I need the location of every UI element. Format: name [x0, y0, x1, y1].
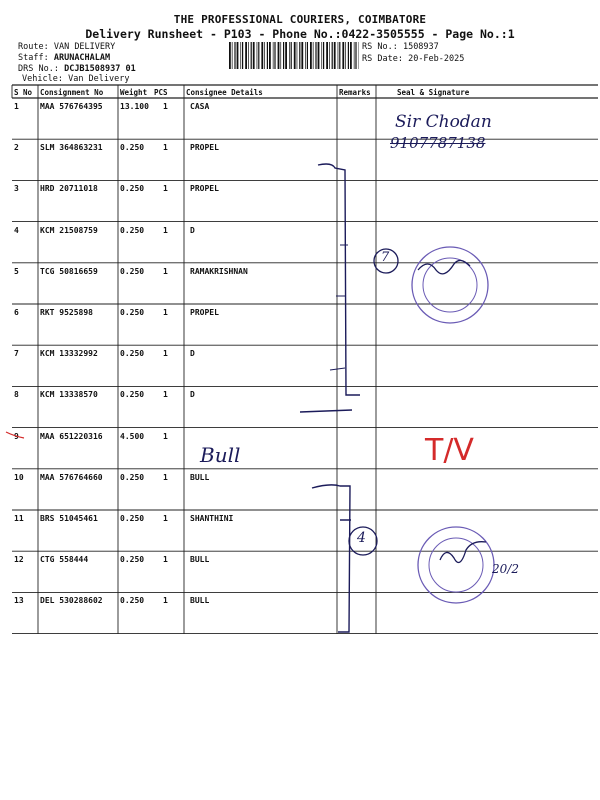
row-sno: 1	[14, 102, 19, 111]
row-weight: 0.250	[120, 596, 145, 606]
row-sno: 10	[14, 472, 24, 482]
row-weight: 13.100	[120, 102, 149, 111]
row-consignee: PROPEL	[190, 184, 219, 194]
row-pcs: 1	[163, 225, 168, 235]
signature-scribble	[418, 260, 470, 273]
row-pcs: 1	[163, 596, 168, 606]
row-pcs: 1	[163, 390, 168, 400]
row12-handwritten-date: 20/2	[492, 562, 519, 576]
row-sno: 11	[14, 514, 24, 523]
row-consignee: CASA	[190, 102, 210, 111]
row-weight: 0.250	[120, 143, 145, 153]
row-weight: 0.250	[120, 514, 145, 523]
runsheet-subtitle: Delivery Runsheet - P103 - Phone No.:0422-3505555 - Page No.:1	[85, 27, 515, 41]
drs-value: DCJB1508937 01	[64, 64, 136, 74]
bracket-mark	[300, 164, 360, 412]
row-consignment-no: MAA 651220316	[40, 431, 103, 441]
row-pcs: 1	[163, 308, 168, 317]
row-pcs: 1	[163, 514, 168, 523]
row-sno: 2	[14, 143, 19, 153]
row2-handwritten-phone: 9107787138	[390, 134, 486, 152]
col-header-consignee: Consignee Details	[186, 88, 263, 97]
vehicle-value: Van Delivery	[68, 74, 130, 84]
row-consignee: D	[190, 225, 195, 235]
red-tick-mark	[6, 432, 24, 438]
company-stamp-2	[418, 527, 494, 603]
row-consignment-no: MAA 576764660	[40, 472, 103, 482]
rs-no-line: RS No.: 1508937	[362, 42, 439, 52]
row-consignee: D	[190, 390, 195, 400]
rs-date-line: RS Date: 20-Feb-2025	[362, 54, 465, 64]
row-pcs: 1	[163, 431, 168, 441]
rs-date-value: 20-Feb-2025	[408, 54, 465, 64]
row-consignment-no: HRD 20711018	[40, 184, 98, 194]
row-weight: 0.250	[120, 266, 145, 276]
row-consignment-no: SLM 364863231	[40, 143, 103, 153]
row-weight: 0.250	[120, 225, 145, 235]
route-value: VAN DELIVERY	[53, 42, 116, 52]
row-pcs: 1	[163, 143, 168, 153]
row-pcs: 1	[163, 555, 168, 565]
row-pcs: 1	[163, 349, 168, 359]
route-line: Route: VAN DELIVERY	[18, 42, 116, 52]
col-header-sno: S No	[14, 88, 33, 97]
row-sno: 12	[14, 555, 24, 565]
vehicle-line: Vehicle: Van Delivery	[22, 74, 130, 84]
company-stamp-1	[412, 247, 488, 323]
row-consignee: BULL	[190, 555, 210, 565]
row-weight: 0.250	[120, 349, 145, 359]
row-sno: 8	[14, 390, 19, 400]
row-consignment-no: CTG 558444	[40, 555, 89, 565]
row-weight: 0.250	[120, 390, 145, 400]
row-pcs: 1	[163, 184, 168, 194]
company-title: THE PROFESSIONAL COURIERS, COIMBATORE	[173, 13, 427, 26]
row9-remark: T/V	[425, 433, 474, 468]
row-sno: 4	[14, 225, 19, 235]
row-pcs: 1	[163, 102, 168, 111]
row-sno: 6	[14, 308, 19, 317]
staff-value: ARUNACHALAM	[53, 53, 111, 63]
row-pcs: 1	[163, 472, 168, 482]
row-weight: 0.250	[120, 472, 145, 482]
rs-no-value: 1508937	[402, 42, 439, 52]
row-weight: 4.500	[120, 431, 145, 441]
signature-scribble-2	[440, 542, 486, 563]
row-consignment-no: BRS 51045461	[40, 514, 98, 523]
col-header-pcs: PCS	[154, 88, 168, 97]
row-consignee: PROPEL	[190, 143, 219, 153]
drs-line: DRS No.: DCJB1508937 01	[18, 64, 136, 74]
col-header-seal: Seal & Signature	[397, 88, 470, 97]
row-consignment-no: KCM 13338570	[40, 390, 98, 400]
row-sno: 7	[14, 349, 19, 359]
row-consignee: RAMAKRISHNAN	[190, 266, 248, 276]
row-consignee: BULL	[190, 472, 210, 482]
row-weight: 0.250	[120, 555, 145, 565]
row-consignee: PROPEL	[190, 308, 219, 317]
row-consignee: SHANTHINI	[190, 514, 234, 523]
row-sno: 3	[14, 184, 19, 194]
circled-4-text: 4	[357, 530, 366, 546]
col-header-weight: Weight	[120, 88, 148, 97]
row-consignment-no: DEL 530288602	[40, 596, 103, 606]
row-pcs: 1	[163, 266, 168, 276]
row-consignee: D	[190, 349, 195, 359]
row-weight: 0.250	[120, 184, 145, 194]
staff-line: Staff: ARUNACHALAM	[18, 53, 111, 63]
row1-signature: Sir Chodan	[395, 112, 492, 132]
row-consignee: BULL	[190, 596, 210, 606]
row-consignment-no: TCG 50816659	[40, 266, 98, 276]
row-consignment-no: RKT 9525898	[40, 308, 93, 317]
col-header-remarks: Remarks	[339, 88, 371, 97]
circled-7-text: 7	[381, 250, 390, 265]
row-sno: 9	[14, 431, 19, 441]
row-sno: 13	[14, 596, 24, 606]
bracket-mark-2	[312, 485, 351, 632]
col-header-consignment: Consignment No	[40, 88, 104, 97]
row-weight: 0.250	[120, 308, 145, 317]
row-sno: 5	[14, 266, 19, 276]
row9-handwritten-consignee: Bull	[200, 443, 241, 467]
row-consignment-no: MAA 576764395	[40, 102, 103, 111]
row-consignment-no: KCM 21508759	[40, 225, 98, 235]
row-consignment-no: KCM 13332992	[40, 349, 98, 359]
